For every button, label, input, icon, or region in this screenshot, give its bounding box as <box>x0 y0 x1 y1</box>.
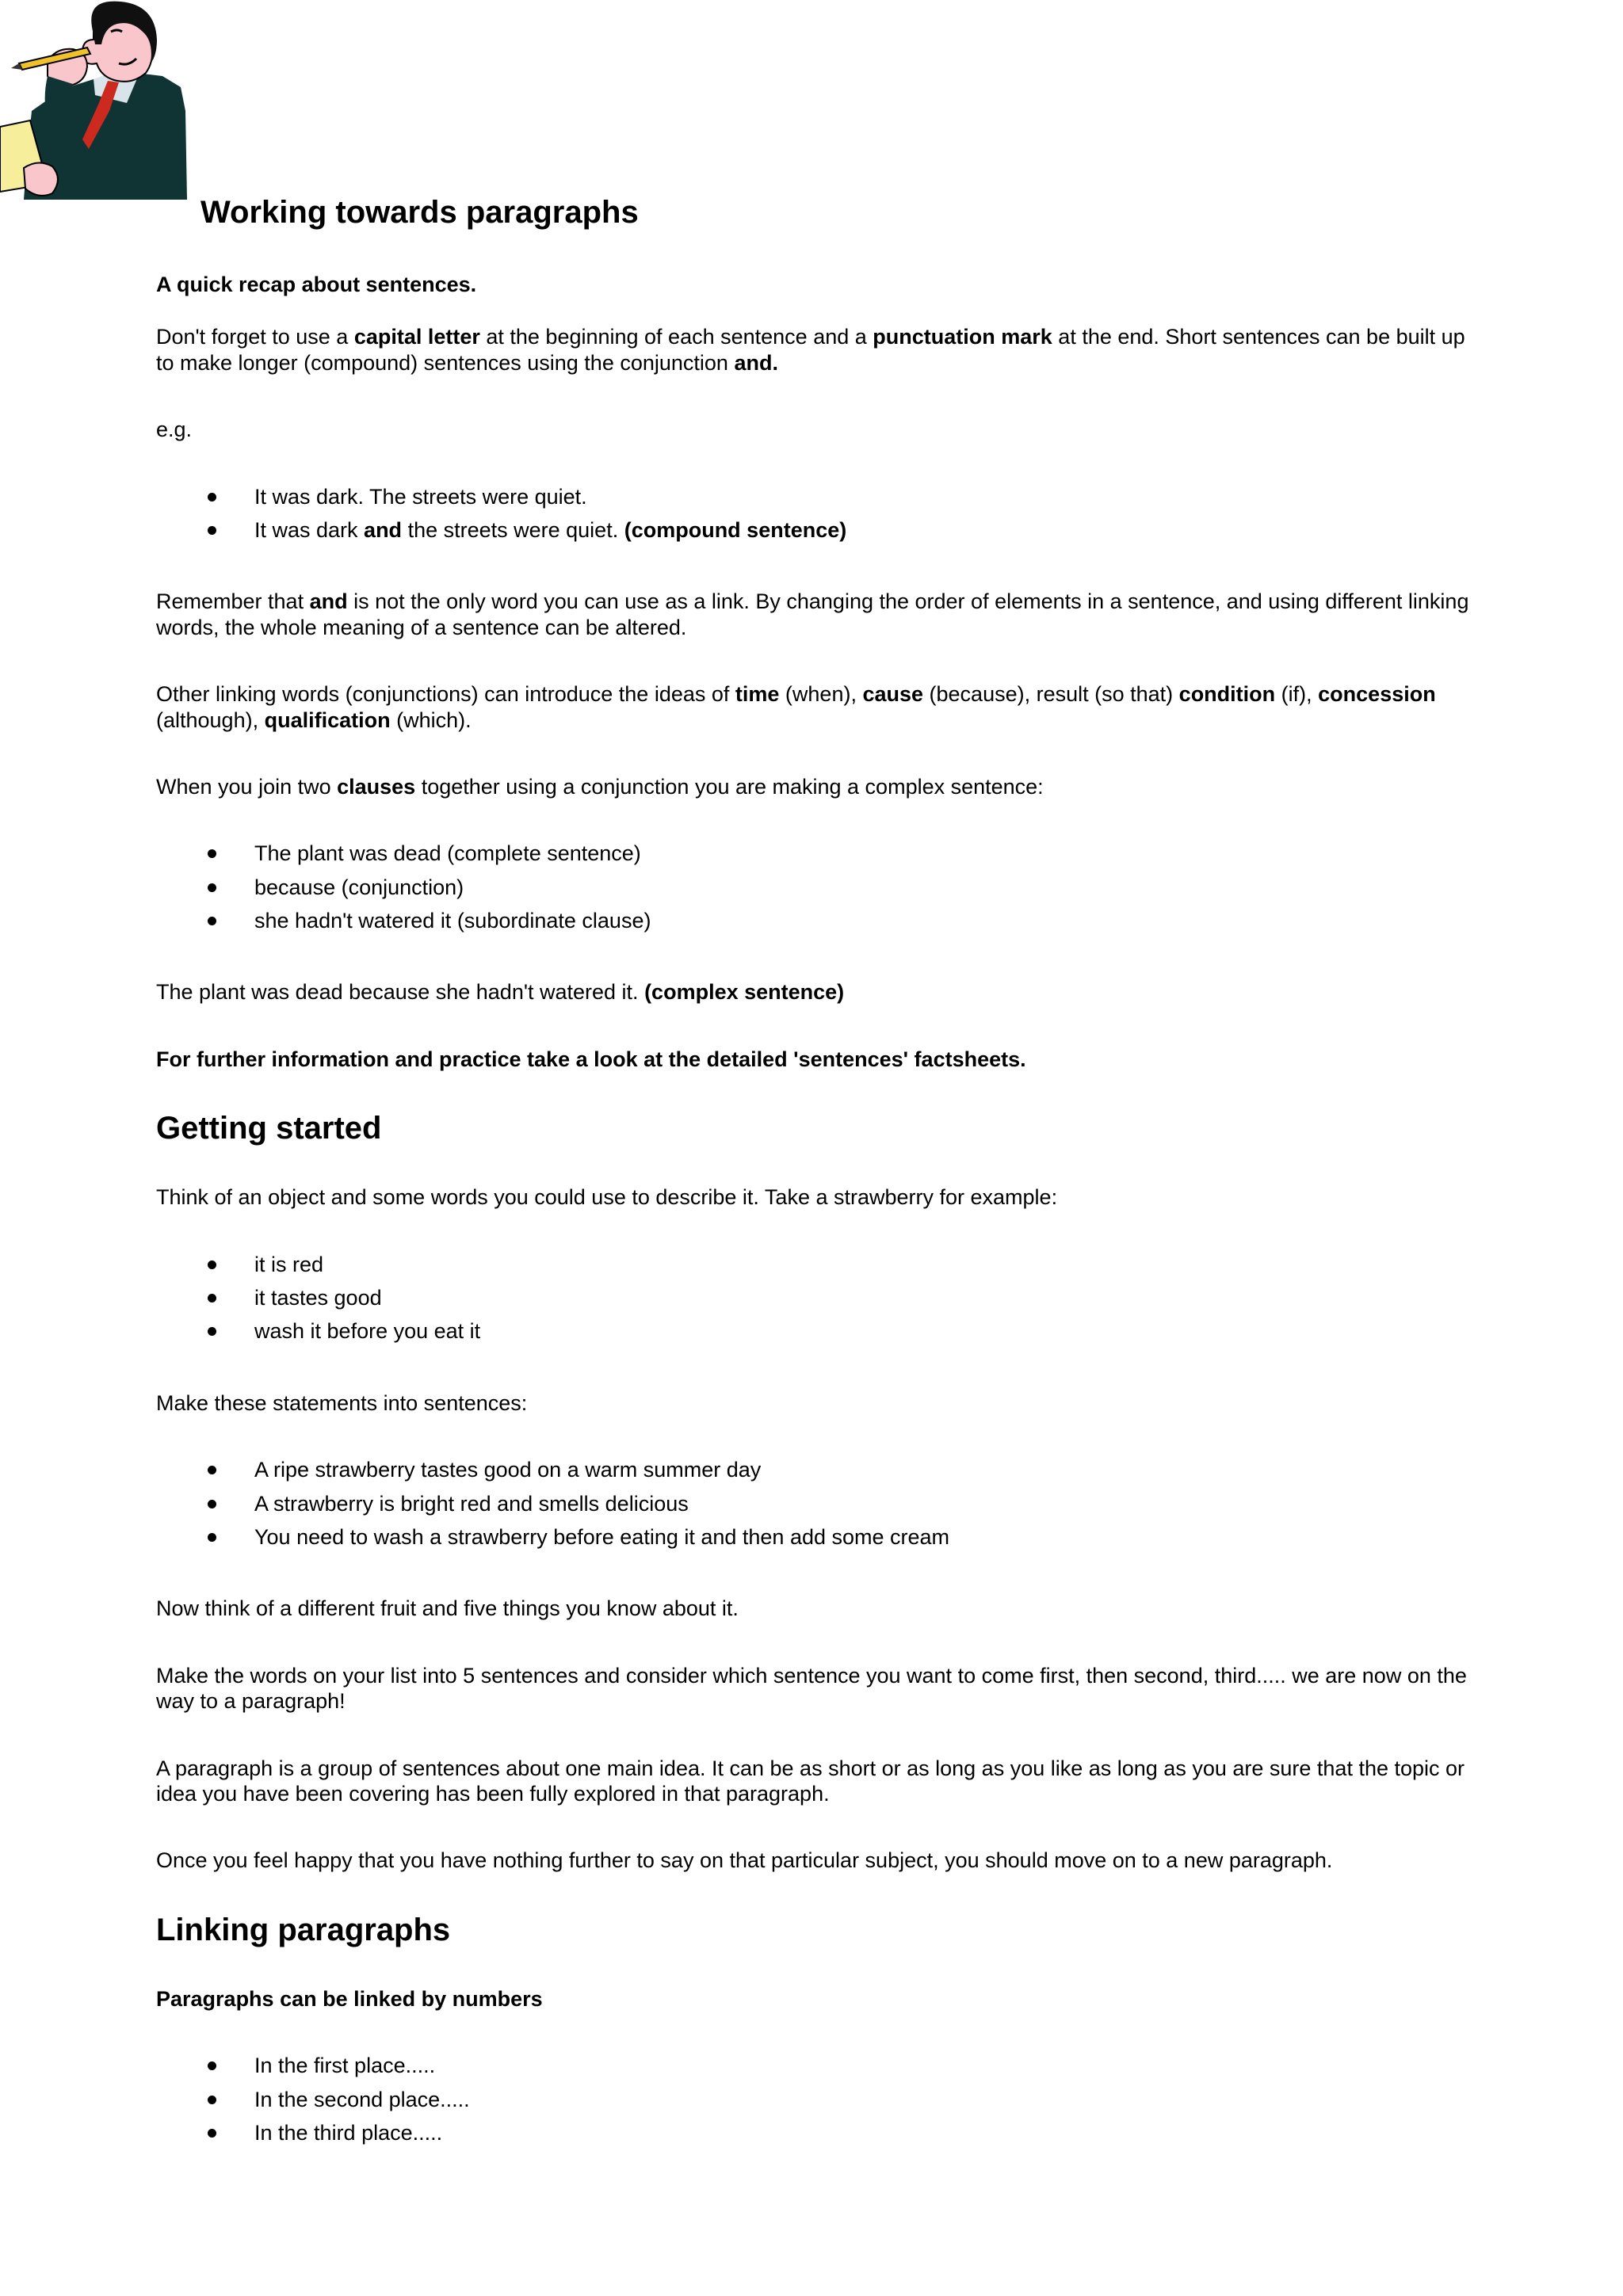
list-item: In the third place..... <box>156 2120 1487 2145</box>
list-item: In the first place..... <box>156 2053 1487 2078</box>
example-sentence-list <box>156 484 1487 543</box>
text-run: the streets were quiet. <box>402 517 624 542</box>
text-run-bold: capital letter <box>353 325 480 349</box>
text-run: Other linking words (conjunctions) can introduce the ideas of <box>156 682 735 707</box>
text-run-bold: cause <box>862 682 924 707</box>
number-link-list <box>156 2053 1487 2145</box>
list-item-text: It was dark. The streets were quiet. <box>254 484 587 509</box>
text-run: (because), result (so that) <box>923 682 1179 707</box>
text-run: together using a conjunction you are making a complex sentence: <box>415 774 1044 799</box>
section-heading-getting-started: Getting started <box>156 1111 382 1146</box>
describe-list <box>156 1252 1487 1344</box>
make-sentences-instruction: Make these statements into sentences: <box>156 1390 528 1415</box>
sentence-list <box>156 1457 1487 1550</box>
text-run-bold: time <box>735 682 780 707</box>
recap-heading: A quick recap about sentences. <box>156 273 477 296</box>
text-run: The plant was dead because she hadn't watered it. <box>156 980 645 1005</box>
text-run: Remember that <box>156 589 310 614</box>
getting-started-intro: Think of an object and some words you could use to describe it. Take a strawberry for example: <box>156 1185 1058 1210</box>
recap-paragraph-conjunctions <box>156 681 1487 733</box>
businessman-with-pencil-and-notepad-icon <box>0 0 190 200</box>
recap-paragraph-linking <box>156 589 1487 640</box>
further-information-note: For further information and practice take a look at the detailed 'sentences' factsheets. <box>156 1047 1026 1071</box>
list-item: wash it before you eat it <box>156 1318 1487 1344</box>
text-run: is not the only word you can use as a link. By changing the order of elements in a sentence, and using different linking words, the whole meaning of a sentence can be altered. <box>156 589 1469 639</box>
list-item: The plant was dead (complete sentence) <box>156 841 1487 866</box>
document-body <box>156 272 1487 2153</box>
list-item: A ripe strawberry tastes good on a warm summer day <box>156 1457 1487 1482</box>
list-item: You need to wash a strawberry before eating it and then add some cream <box>156 1524 1487 1550</box>
text-run: at the beginning of each sentence and a <box>479 325 873 349</box>
text-run-bold: concession <box>1318 682 1436 707</box>
list-item: In the second place..... <box>156 2087 1487 2112</box>
text-run-bold: clauses <box>337 774 416 799</box>
clause-list <box>156 841 1487 933</box>
list-item <box>156 517 1487 543</box>
text-run: at the end. Short sentences can be built up to make longer (compound) sentences using the conjunction <box>156 325 1465 375</box>
text-run: Don't forget to use a <box>156 325 354 349</box>
text-run-bold: qualification <box>264 707 391 732</box>
text-run: (which). <box>390 707 472 732</box>
linking-subheading: Paragraphs can be linked by numbers <box>156 1986 543 2011</box>
list-item: she hadn't watered it (subordinate clause) <box>156 908 1487 933</box>
text-run: (although), <box>156 707 265 732</box>
sentence-order-paragraph: Make the words on your list into 5 sentences and consider which sentence you want to come first, then second, third..... we are now on the way to a paragraph! <box>156 1663 1467 1714</box>
recap-paragraph-complex-example <box>156 979 1487 1005</box>
page-title: Working towards paragraphs <box>200 195 639 230</box>
text-run-bold: and. <box>734 350 778 375</box>
list-item: A strawberry is bright red and smells delicious <box>156 1491 1487 1516</box>
recap-paragraph-capital-letters <box>156 324 1487 376</box>
paragraph-definition: A paragraph is a group of sentences about one main idea. It can be as short or as long as you like as long as you are sure that the topic or idea you have been covering has been fully explored in that paragraph. <box>156 1756 1465 1806</box>
list-item: it tastes good <box>156 1285 1487 1310</box>
list-item: because (conjunction) <box>156 875 1487 900</box>
text-run: When you join two <box>156 774 338 799</box>
text-run-bold: (complex sentence) <box>644 980 845 1005</box>
text-run-bold: condition <box>1178 682 1276 707</box>
recap-paragraph-clauses <box>156 774 1487 799</box>
text-run-bold: and <box>364 517 403 542</box>
section-heading-linking-paragraphs: Linking paragraphs <box>156 1912 451 1947</box>
text-run: It was dark <box>254 517 365 542</box>
text-run-bold: and <box>309 589 348 614</box>
text-run: (when), <box>779 682 863 707</box>
text-run-bold: (compound sentence) <box>624 517 847 542</box>
text-run: (if), <box>1275 682 1319 707</box>
move-on-paragraph: Once you feel happy that you have nothing further to say on that particular subject, you should move on to a new paragraph. <box>156 1848 1333 1873</box>
example-label: e.g. <box>156 418 193 442</box>
list-item <box>156 484 1487 509</box>
text-run-bold: punctuation mark <box>873 325 1052 349</box>
different-fruit-paragraph: Now think of a different fruit and five things you know about it. <box>156 1596 739 1621</box>
list-item: it is red <box>156 1252 1487 1277</box>
